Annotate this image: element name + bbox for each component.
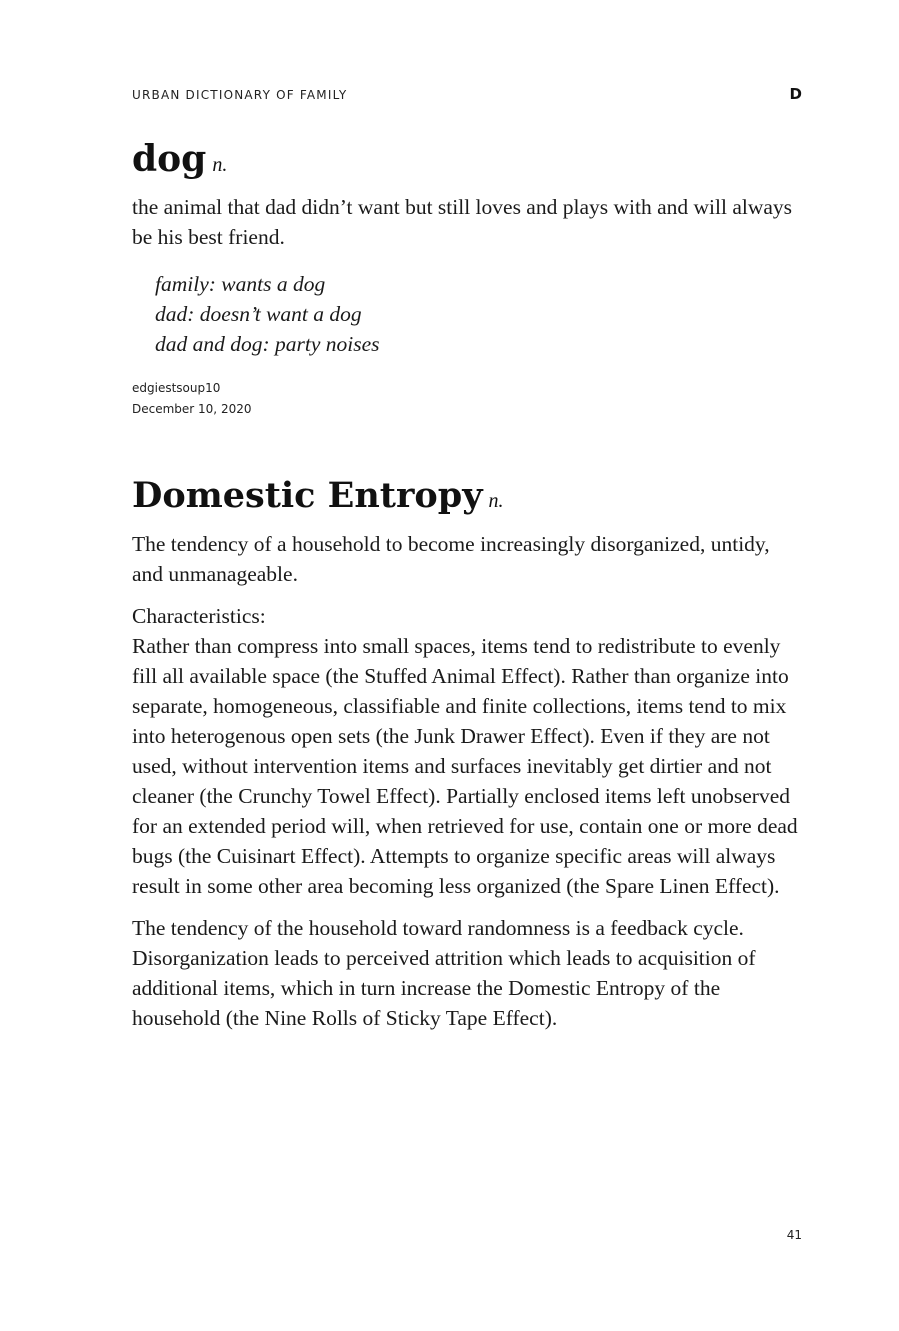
- example-line: dad: doesn’t want a dog: [155, 302, 362, 326]
- entry-dog: [132, 138, 804, 420]
- example-line: dad and dog: party noises: [155, 332, 380, 356]
- entry-headword: [132, 475, 804, 516]
- running-title: URBAN DICTIONARY OF FAMILY: [132, 88, 348, 102]
- headword-text: Domestic Entropy: [132, 475, 483, 516]
- entry-author: edgiestsoup10: [132, 381, 221, 395]
- example-line: family: wants a dog: [155, 272, 326, 296]
- entry-paragraph: The tendency of the household toward randomness is a feedback cycle. Disorganization leads to perceived attrition which leads to acquisition of additional items, which in turn increase the Domestic Entropy of the household (the Nine Rolls of Sticky Tape Effect).: [132, 916, 756, 1030]
- dictionary-page: [132, 0, 804, 1331]
- section-letter: D: [789, 85, 802, 103]
- running-header: [132, 85, 802, 106]
- entry-paragraph: The tendency of a household to become increasingly disorganized, untidy, and unmanageable.: [132, 532, 770, 586]
- part-of-speech: n.: [488, 490, 504, 512]
- entry-domestic-entropy: [132, 475, 804, 1033]
- entry-paragraph: Rather than compress into small spaces, items tend to redistribute to evenly fill all available space (the Stuffed Animal Effect). Rather than organize into separate, homogeneous, classifiable and finite collections, items tend to mix into heterogenous open sets (the Junk Drawer Effect). Even if they are not used, without intervention items and surfaces inevitably get dirtier and not cleaner (the Crunchy Towel Effect). Partially enclosed items left unobserved for an extended period will, when retrieved for use, contain one or more dead bugs (the Cuisinart Effect). Attempts to organize specific areas will always result in some other area becoming less organized (the Spare Linen Effect).: [132, 634, 798, 898]
- headword-text: dog: [132, 138, 207, 180]
- entry-date: December 10, 2020: [132, 402, 252, 416]
- entry-paragraph: Characteristics:: [132, 604, 266, 628]
- entry-headword: [132, 138, 804, 180]
- page-number: 41: [786, 1228, 802, 1242]
- part-of-speech: n.: [212, 154, 228, 176]
- entry-example: [132, 269, 804, 359]
- entry-definition: the animal that dad didn’t want but still loves and plays with and will always be his best friend.: [132, 195, 793, 249]
